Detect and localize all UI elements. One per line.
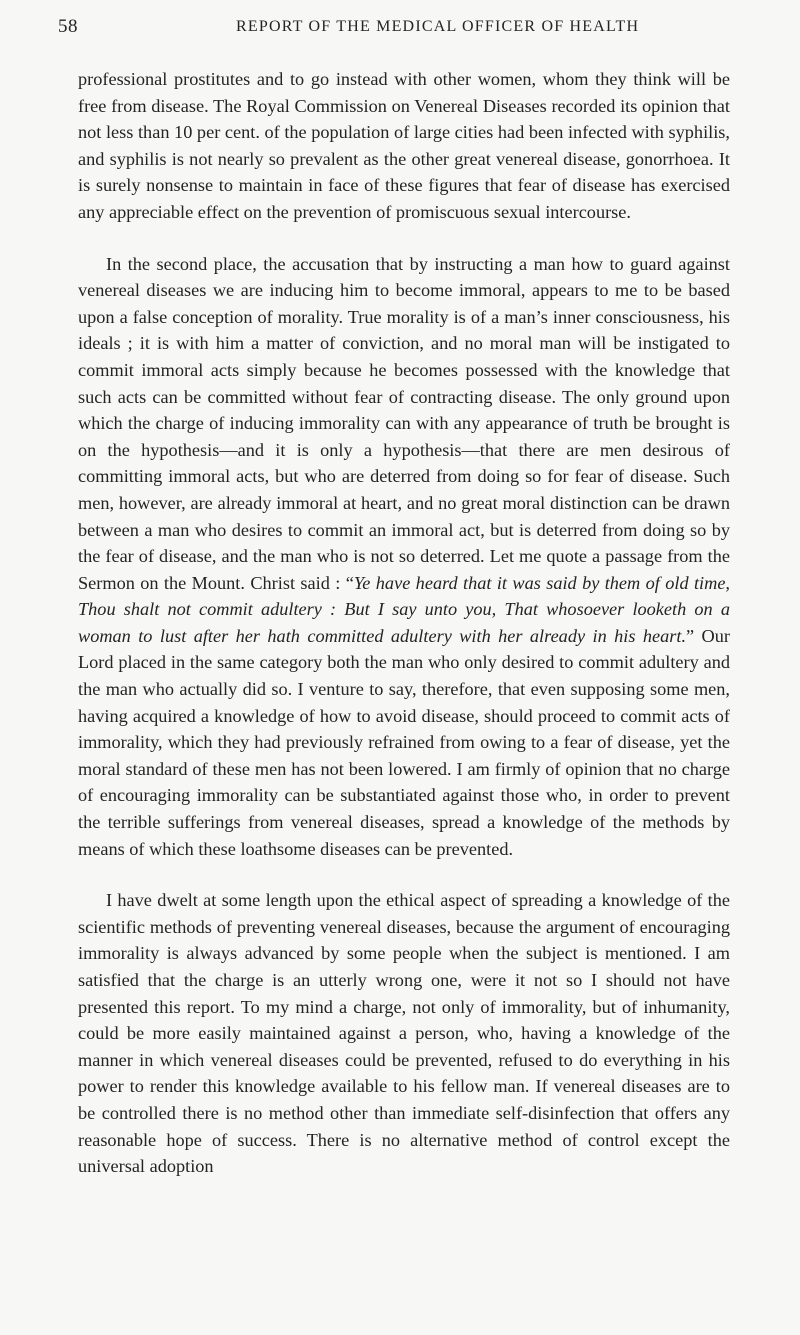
paragraph-1: professional prostitutes and to go instead with other women, whom they think will be free from disease. The Royal Commission on Venereal Diseases recorded its opinion that not less than 10 per cent. of the population of large cities had been infected with syphilis, and syphilis is not nearly so prevalent as the other great venereal disease, gonorrhoea. It is surely nonsense to maintain in face of these figures that fear of disease has exercised any appreciable effect on the prevention of promiscuous sexual intercourse.	[78, 69, 730, 222]
body-text	[78, 66, 730, 1205]
paragraph-2-text-after-quote: ” Our Lord placed in the same category both the man who only desired to commit adultery and the man who actually did so. I venture to say, therefore, that even supposing some men, having acquired a knowledge of how to avoid disease, should proceed to commit acts of immorality, which they had previously refrained from owing to a fear of disease, yet the moral standard of these men has not been lowered. I am firmly of opinion that no charge of encouraging immorality can be substantiated against those who, in order to prevent the terrible sufferings from venereal diseases, spread a knowledge of the methods by means of which these loathsome diseases can be prevented.	[78, 625, 730, 859]
running-header	[58, 10, 728, 42]
paragraph-2	[78, 251, 730, 863]
document-page	[58, 0, 731, 1335]
paragraph-2-text-before-quote: In the second place, the accusation that by instructing a man how to guard against venereal diseases we are inducing him to become immoral, appears to me to be based upon a false conception of morality. True morality is of a man’s inner consciousness, his ideals ; it is with him a matter of conviction, and no moral man will be instigated to commit immoral acts simply because he becomes possessed with the knowledge that such acts can be committed without fear of contracting disease. The only ground upon which the charge of inducing immorality can with any appearance of truth be brought is on the hypothesis—and it is only a hypothesis—that there are men desirous of committing immoral acts, but who are deterred from doing so for fear of disease. Such men, however, are already immoral at heart, and no great moral distinction can be drawn between a man who desires to commit an immoral act, but is deterred from doing so by the fear of disease, and the man who is not so deterred. Let me quote a passage from the Sermon on the Mount. Christ said : “	[78, 253, 730, 593]
scripture-quotation: Ye have heard that it was said by them of old time, Thou shalt not commit adultery : But I say unto you, That whosoever looketh on a woman to lust after her hath committed adultery with her already in his heart.	[78, 572, 731, 646]
paragraph-3: I have dwelt at some length upon the ethical aspect of spreading a knowledge of the scientific methods of preventing venereal diseases, because the argument of encouraging immorality is always advanced by some people when the subject is mentioned. I am satisfied that the charge is an utterly wrong one, were it not so I should not have presented this report. To my mind a charge, not only of immorality, but of inhumanity, could be more easily maintained against a person, who, having a knowledge of the manner in which venereal diseases could be prevented, refused to do everything in his power to render this knowledge available to his fellow man. If venereal diseases are to be controlled there is no method other than immediate self-disinfection that offers any reasonable hope of success. There is no alternative method of control except the universal adoption	[78, 890, 730, 1177]
running-title: REPORT OF THE MEDICAL OFFICER OF HEALTH	[236, 18, 640, 35]
page-number: 58	[58, 16, 78, 37]
